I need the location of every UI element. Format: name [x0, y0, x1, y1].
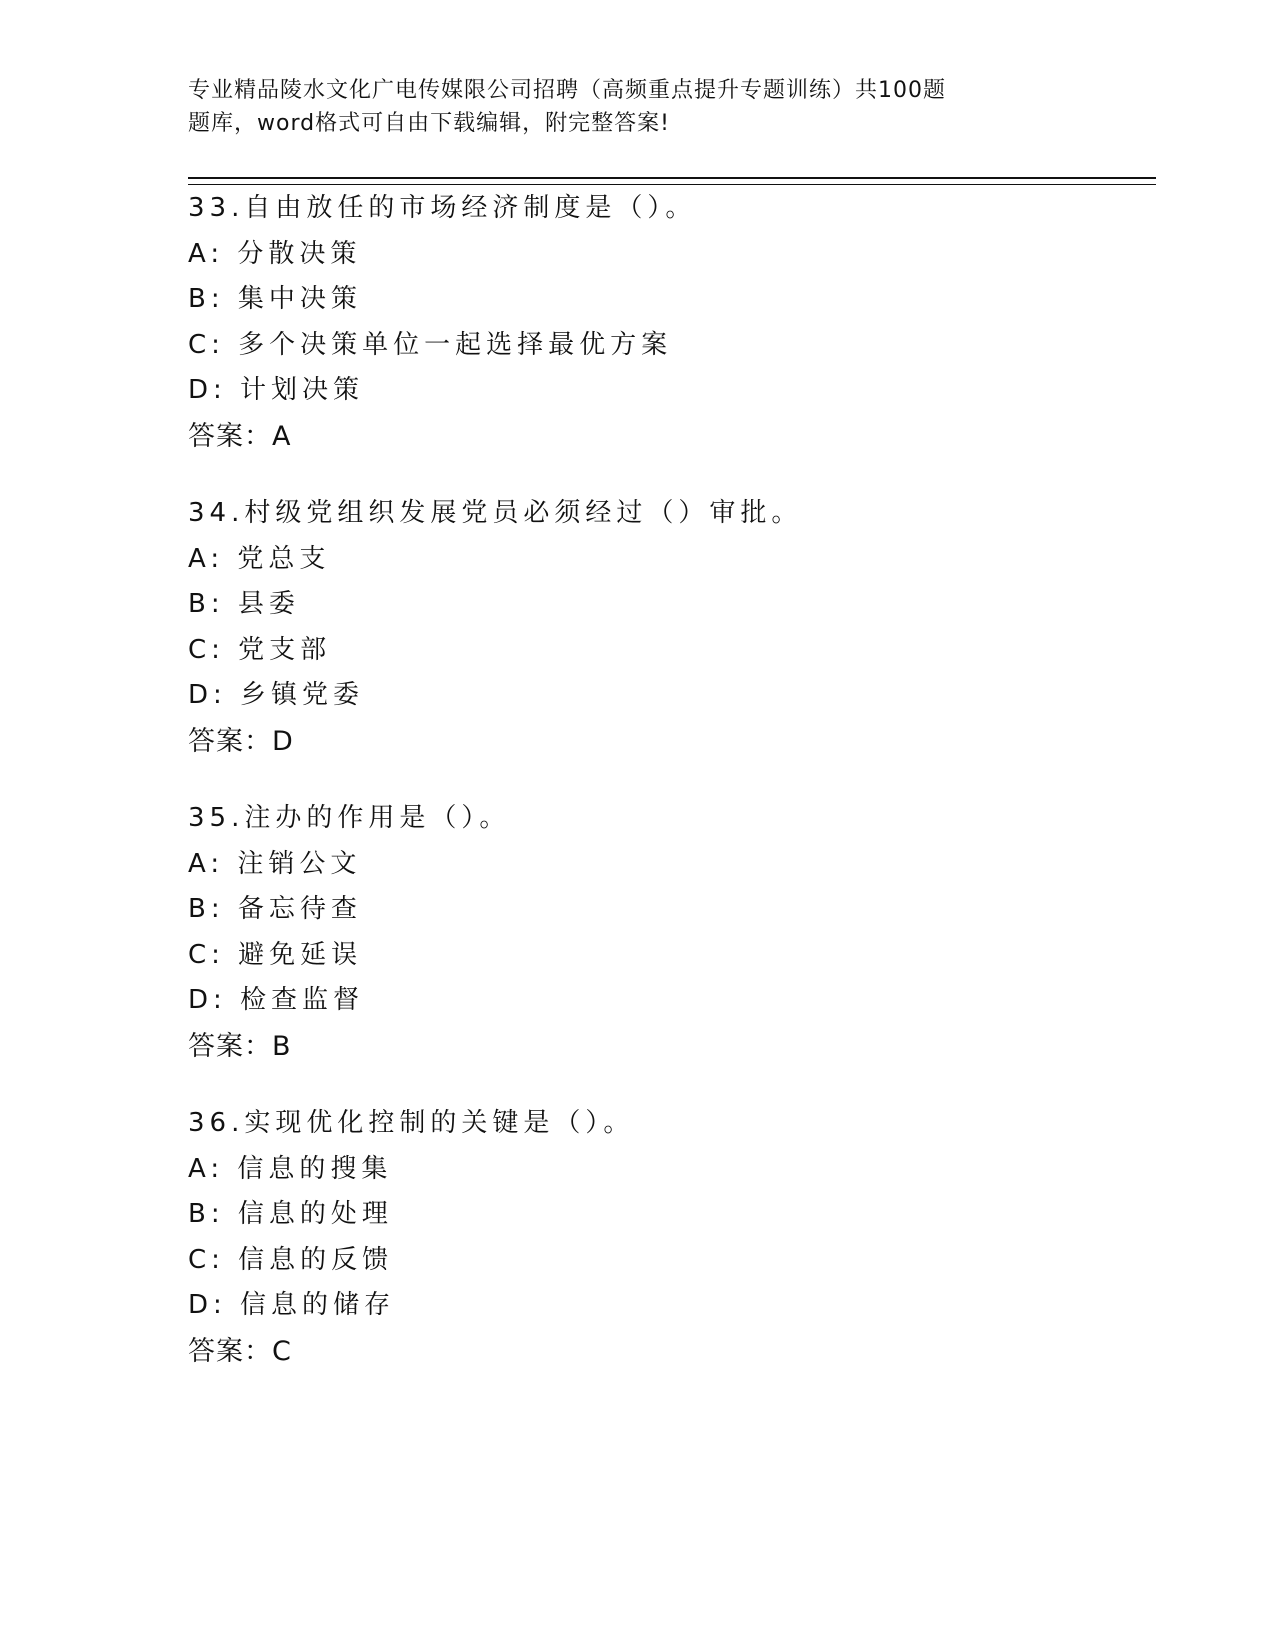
- option-a: A: 党总支: [188, 543, 331, 574]
- option-d: D: 信息的储存: [188, 1290, 396, 1320]
- header-line-1: 专业精品陵水文化广电传媒限公司招聘（高频重点提升专题训练）共100题: [188, 78, 946, 103]
- question-stem: 36.实现优化控制的关键是（）。: [188, 1108, 635, 1138]
- question-stem: 35.注办的作用是（）。: [188, 803, 511, 833]
- option-d: D: 检查监督: [188, 985, 365, 1015]
- question-34: [188, 491, 802, 764]
- option-c: C: 避免延误: [188, 939, 363, 970]
- answer-line: 答案：A: [188, 420, 292, 452]
- option-d: D: 乡镇党委: [188, 680, 365, 710]
- answer-line: 答案：B: [188, 1030, 292, 1062]
- option-b: B: 备忘待查: [188, 894, 362, 924]
- option-a: A: 分散决策: [188, 238, 362, 269]
- option-b: B: 县委: [188, 589, 300, 619]
- document-header: [188, 74, 1048, 140]
- header-divider: [188, 177, 1156, 185]
- option-c: C: 多个决策单位一起选择最优方案: [188, 329, 673, 360]
- question-33: [188, 186, 696, 459]
- option-d: D: 计划决策: [188, 375, 365, 405]
- question-stem: 33.自由放任的市场经济制度是（）。: [188, 193, 697, 223]
- question-stem: 34.村级党组织发展党员必须经过（）审批。: [188, 498, 803, 528]
- option-a: A: 注销公文: [188, 848, 362, 879]
- option-c: C: 党支部: [188, 634, 332, 665]
- answer-line: 答案：C: [188, 1335, 292, 1367]
- header-line-2: 题库，word格式可自由下载编辑，附完整答案!: [188, 111, 670, 136]
- option-c: C: 信息的反馈: [188, 1244, 394, 1275]
- question-35: [188, 796, 510, 1069]
- option-b: B: 信息的处理: [188, 1199, 393, 1229]
- option-a: A: 信息的搜集: [188, 1153, 393, 1184]
- option-b: B: 集中决策: [188, 284, 362, 314]
- answer-line: 答案：D: [188, 725, 294, 757]
- question-36: [188, 1101, 634, 1374]
